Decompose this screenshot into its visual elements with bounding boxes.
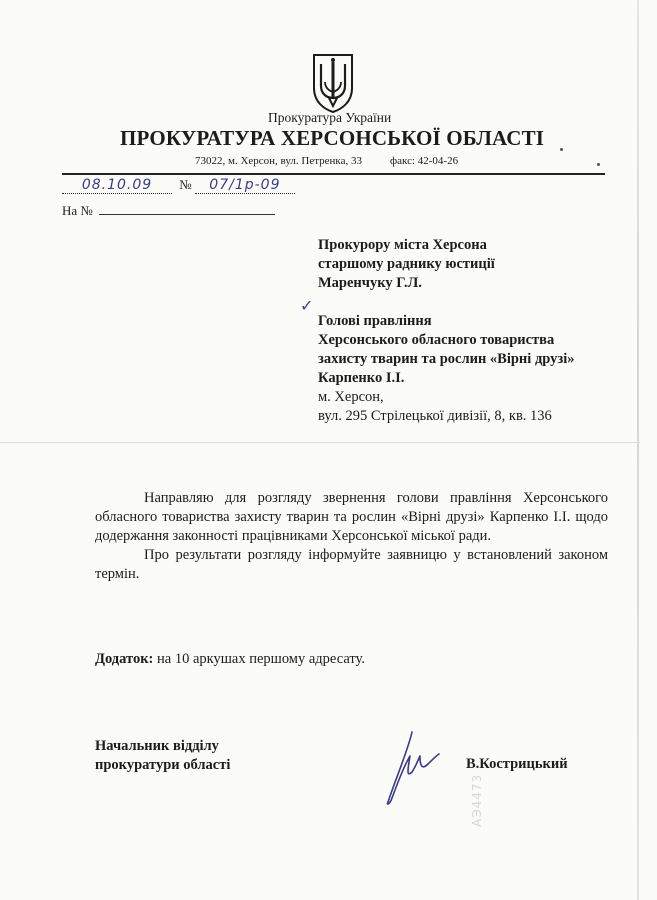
addressee-block-1	[318, 236, 495, 293]
annex-text: на 10 аркушах першому адресату.	[153, 651, 365, 667]
reply-reference-row	[62, 203, 275, 219]
body-paragraph: Направляю для розгляду звернення голови правління Херсонського обласного товариства захисту тварин та рослин «Вірні друзі» Карпенко І.І. щодо додержання законності працівниками Херсонської міської ради.	[95, 490, 608, 544]
speck	[560, 148, 563, 151]
reply-label: На №	[62, 203, 93, 218]
annex-line	[95, 651, 365, 668]
addressee-2-line: Карпенко І.І.	[318, 370, 405, 386]
ministry-name: Прокуратура України	[268, 110, 392, 125]
signer-title-line: Начальник відділу	[95, 738, 219, 754]
header-rule	[62, 173, 605, 175]
fax-text: факс: 42-04-26	[389, 155, 459, 167]
body-paragraph: Про результати розгляду інформуйте заявницю у встановлений законом термін.	[95, 547, 608, 582]
outgoing-number: 07/1р-09	[195, 177, 295, 194]
number-label: №	[179, 177, 192, 192]
signer-title	[95, 737, 230, 775]
registration-row	[62, 177, 295, 194]
addressee-2-line: Херсонського обласного товариства	[318, 332, 555, 348]
letter-body	[95, 489, 608, 584]
address-text: 73022, м. Херсон, вул. Петренка, 33	[195, 155, 362, 167]
office-address	[195, 155, 458, 167]
trident-emblem-icon	[311, 52, 355, 114]
signer-name: В.Кострицький	[466, 756, 568, 772]
addressee-2-line: м. Херсон,	[318, 389, 384, 405]
speck	[597, 163, 600, 166]
check-mark-icon: ✓	[300, 296, 314, 315]
page-edge	[637, 0, 639, 900]
annex-label: Додаток:	[95, 651, 154, 667]
addressee-1-line: старшому раднику юстиції	[318, 256, 495, 272]
fold-line	[0, 442, 640, 443]
reply-blank-line	[99, 203, 275, 215]
addressee-block-2	[318, 312, 575, 426]
addressee-1-line: Прокурору міста Херсона	[318, 237, 487, 253]
addressee-2-line: захисту тварин та рослин «Вірні друзі»	[318, 351, 575, 367]
signer-title-line: прокуратури області	[95, 757, 231, 773]
addressee-1-line: Маренчуку Г.Л.	[318, 275, 422, 291]
addressee-2-line: Голові правління	[318, 313, 432, 329]
office-title: ПРОКУРАТУРА ХЕРСОНСЬКОЇ ОБЛАСТІ	[120, 126, 545, 150]
addressee-2-line: вул. 295 Стрілецької дивізії, 8, кв. 136	[318, 408, 552, 424]
outgoing-date: 08.10.09	[62, 177, 172, 194]
stamp-number: АЭ4473	[470, 773, 484, 827]
handwritten-signature	[382, 726, 442, 808]
